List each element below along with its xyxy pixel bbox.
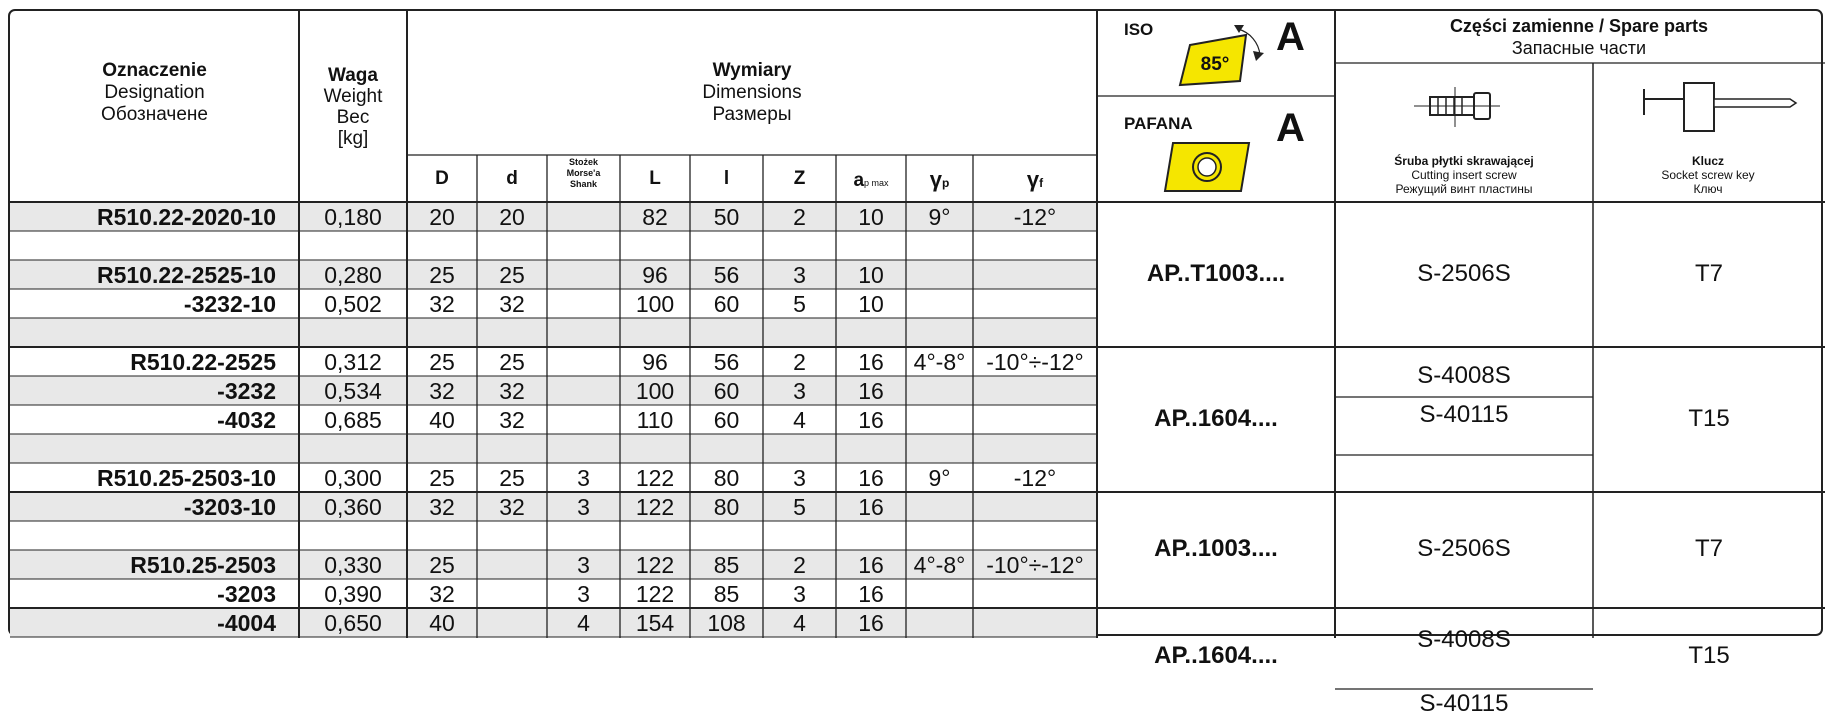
- cell-l: 56: [713, 349, 740, 375]
- cell-d: 32: [499, 378, 525, 404]
- cell-des: -4032: [217, 407, 276, 433]
- screw-code: S-4008S: [1417, 626, 1511, 653]
- cell-ap: 10: [858, 262, 884, 288]
- col-Z: Z: [793, 168, 806, 189]
- insert-code: AP..1003....: [1154, 535, 1278, 562]
- cell-des: -3203-10: [183, 494, 276, 520]
- dimensions-header-pl: Wymiary: [712, 60, 792, 81]
- cell-Z: 2: [793, 552, 806, 578]
- cell-d: 32: [499, 494, 525, 520]
- screw-code: S-40115: [1419, 401, 1509, 428]
- cell-D: 25: [429, 552, 455, 578]
- key-code: T15: [1688, 404, 1730, 432]
- cell-des: -3232-10: [183, 291, 276, 317]
- cell-des: R510.22-2525: [130, 349, 276, 375]
- cell-gp: 9°: [928, 204, 951, 230]
- cell-Z: 3: [793, 465, 806, 491]
- cell-gp: 4°-8°: [913, 349, 966, 375]
- cell-s: 3: [577, 581, 590, 607]
- cell-l: 56: [713, 262, 740, 288]
- cell-ap: 16: [858, 378, 884, 404]
- key-title-en: Socket screw key: [1661, 168, 1755, 182]
- socket-key-icon: [1640, 81, 1800, 137]
- col-gamma-p-symbol: γ: [929, 167, 942, 192]
- cell-w: 0,502: [324, 291, 382, 317]
- cell-d: 32: [499, 407, 525, 433]
- designation-header-pl: Oznaczenie: [102, 60, 207, 81]
- cell-des: R510.25-2503-10: [96, 465, 276, 491]
- iso-code: A: [1276, 15, 1305, 59]
- cell-l: 85: [713, 552, 740, 578]
- cell-gf: -12°: [1013, 465, 1057, 491]
- cell-w: 0,312: [324, 349, 382, 375]
- cell-D: 20: [429, 204, 455, 230]
- cell-D: 32: [429, 494, 455, 520]
- screw-code: S-2506S: [1417, 535, 1511, 562]
- cell-L: 122: [635, 581, 675, 607]
- cell-l: 60: [713, 407, 740, 433]
- cell-gp: 4°-8°: [913, 552, 966, 578]
- dimensions-header-en: Dimensions: [702, 82, 802, 103]
- designation-header-ru: Обозначене: [101, 104, 208, 125]
- cell-L: 96: [642, 349, 668, 375]
- cell-L: 100: [635, 378, 675, 404]
- cell-L: 122: [635, 465, 675, 491]
- pafana-label: PAFANA: [1124, 114, 1193, 133]
- dimensions-header-ru: Размеры: [712, 104, 792, 125]
- cell-gp: 9°: [928, 465, 951, 491]
- cell-s: 3: [577, 494, 590, 520]
- cell-des: -3203: [217, 581, 276, 607]
- cell-ap: 10: [858, 291, 884, 317]
- key-code: T7: [1694, 535, 1723, 562]
- key-title-ru: Ключ: [1693, 182, 1723, 196]
- col-D: D: [435, 168, 449, 189]
- cell-L: 100: [635, 291, 675, 317]
- cell-D: 32: [429, 581, 455, 607]
- spare-parts-title-pl-en: Części zamienne / Spare parts: [1449, 16, 1709, 36]
- col-gamma-f: [973, 169, 1097, 191]
- cell-w: 0,390: [324, 581, 382, 607]
- cell-s: 4: [577, 610, 590, 636]
- cell-w: 0,330: [324, 552, 382, 578]
- cell-gf: -10°÷-12°: [986, 349, 1084, 375]
- col-ap: [836, 171, 906, 190]
- key-code: T7: [1694, 259, 1723, 287]
- cell-ap: 16: [858, 610, 884, 636]
- col-L: L: [649, 168, 661, 189]
- cell-des: R510.22-2525-10: [96, 262, 276, 288]
- cell-D: 40: [429, 610, 455, 636]
- cell-L: 110: [636, 407, 674, 433]
- cell-l: 50: [713, 204, 740, 230]
- cell-Z: 3: [793, 581, 806, 607]
- col-ap-subscript: p max: [864, 178, 889, 188]
- cell-gf: -12°: [1013, 204, 1057, 230]
- insert-code: AP..1604....: [1154, 404, 1278, 432]
- insert-code: AP..T1003....: [1146, 259, 1286, 287]
- iso-label: ISO: [1124, 20, 1154, 39]
- cell-Z: 5: [793, 494, 806, 520]
- cell-ap: 10: [858, 204, 884, 230]
- cell-Z: 3: [793, 262, 806, 288]
- insert-85-icon: [1178, 15, 1278, 87]
- cell-Z: 4: [793, 610, 806, 636]
- cell-w: 0,180: [324, 204, 382, 230]
- cell-D: 25: [429, 349, 455, 375]
- pafana-code: A: [1276, 106, 1305, 150]
- col-ap-symbol: a: [853, 170, 865, 191]
- cell-ap: 16: [858, 552, 884, 578]
- col-gamma-f-symbol: γ: [1026, 167, 1040, 192]
- cell-Z: 5: [793, 291, 806, 317]
- cell-L: 154: [635, 610, 675, 636]
- cell-d: 20: [499, 204, 525, 230]
- weight-unit: [kg]: [337, 128, 369, 149]
- cell-D: 32: [429, 291, 455, 317]
- col-l: l: [723, 168, 730, 189]
- col-d: d: [506, 168, 518, 189]
- col-shank-pl: Stożek: [568, 157, 598, 167]
- row-shade: [10, 434, 1097, 463]
- cell-ap: 16: [858, 581, 884, 607]
- col-shank-morse: Morse'a: [566, 168, 601, 178]
- cell-d: 32: [499, 291, 525, 317]
- cell-d: 25: [499, 262, 525, 288]
- cell-gf: -10°÷-12°: [986, 552, 1084, 578]
- designation-header-en: Designation: [104, 82, 205, 103]
- weight-header-pl: Waga: [328, 65, 378, 86]
- cell-des: -4004: [217, 610, 276, 636]
- cell-L: 122: [635, 552, 675, 578]
- cell-w: 0,300: [324, 465, 382, 491]
- cell-l: 60: [713, 378, 740, 404]
- cell-ap: 16: [858, 349, 884, 375]
- cell-ap: 16: [858, 494, 884, 520]
- spare-parts-title: [1335, 17, 1823, 35]
- cell-l: 80: [713, 465, 740, 491]
- weight-header-en: Weight: [323, 86, 383, 107]
- col-shank-en: Shank: [569, 179, 597, 189]
- cell-D: 25: [429, 262, 455, 288]
- cell-Z: 2: [793, 349, 806, 375]
- cell-w: 0,360: [324, 494, 382, 520]
- cell-Z: 2: [793, 204, 806, 230]
- cell-l: 80: [713, 494, 740, 520]
- cell-d: 25: [499, 349, 525, 375]
- cell-s: 3: [577, 552, 590, 578]
- cell-D: 25: [429, 465, 455, 491]
- cell-L: 96: [642, 262, 668, 288]
- cell-des: R510.22-2020-10: [96, 204, 276, 230]
- cell-L: 82: [642, 204, 668, 230]
- cell-w: 0,280: [324, 262, 382, 288]
- col-gamma-p-subscript: p: [941, 176, 950, 190]
- iso-angle: 85°: [1200, 54, 1230, 75]
- weight-header-ru: Bec: [336, 107, 370, 128]
- cell-des: R510.25-2503: [130, 552, 276, 578]
- screw-title-ru: Режущий винт пластины: [1395, 182, 1533, 196]
- cell-L: 122: [635, 494, 675, 520]
- pafana-insert-icon: [1163, 139, 1253, 197]
- screw-code: S-2506S: [1417, 259, 1511, 287]
- cell-w: 0,685: [324, 407, 382, 433]
- catalog-table: [8, 9, 1823, 717]
- key-code: T15: [1688, 642, 1730, 670]
- cell-w: 0,534: [324, 378, 382, 404]
- screw-icon: [1400, 85, 1510, 129]
- cell-l: 85: [713, 581, 740, 607]
- cell-Z: 3: [793, 378, 806, 404]
- cell-Z: 4: [793, 407, 806, 433]
- cell-l: 60: [713, 291, 740, 317]
- cell-ap: 16: [858, 407, 884, 433]
- cell-D: 40: [429, 407, 455, 433]
- spare-parts-title-ru: Запасные части: [1511, 38, 1647, 58]
- cell-des: -3232: [217, 378, 276, 404]
- cell-D: 32: [429, 378, 455, 404]
- insert-code: AP..1604....: [1154, 642, 1278, 670]
- col-gamma-f-subscript: f: [1039, 176, 1044, 190]
- screw-code: S-4008S: [1417, 362, 1511, 389]
- screw-code: S-40115: [1419, 690, 1509, 717]
- col-gamma-p: [906, 169, 973, 191]
- cell-w: 0,650: [324, 610, 382, 636]
- cell-l: 108: [707, 610, 746, 636]
- cell-s: 3: [577, 465, 590, 491]
- cell-d: 25: [499, 465, 525, 491]
- screw-title-pl: Śruba płytki skrawającej: [1394, 154, 1534, 168]
- screw-title-en: Cutting insert screw: [1411, 168, 1517, 182]
- row-shade: [10, 318, 1097, 347]
- cell-ap: 16: [858, 465, 884, 491]
- key-title-pl: Klucz: [1691, 154, 1724, 168]
